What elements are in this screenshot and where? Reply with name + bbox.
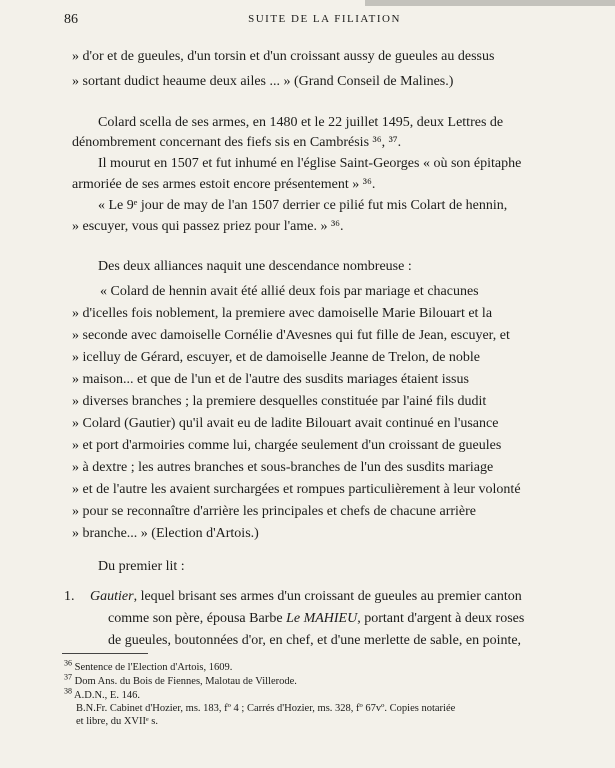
- footnote: [64, 672, 297, 688]
- quote2-line: » Colard (Gautier) qu'il avait eu de ladite Bilouart avait continué en l'usance: [72, 416, 499, 431]
- para-colard-line: Colard scella de ses armes, en 1480 et le 22 juillet 1495, deux Lettres de: [98, 115, 504, 130]
- list-item-number: 1.: [64, 589, 75, 604]
- quote2-line: » et port d'armoiries comme lui, chargée seulement d'un croissant de gueules: [72, 438, 502, 453]
- footnote: [64, 686, 140, 702]
- quote2-line: » à dextre ; les autres branches et sous-branches de l'un des susdits mariage: [72, 460, 494, 475]
- quote1-line: » sortant dudict heaume deux ailes ... » (Grand Conseil de Malines.): [72, 74, 454, 89]
- footnote-number: 36: [64, 658, 72, 668]
- para-alliances: Des deux alliances naquit une descendance nombreuse :: [98, 259, 412, 274]
- para-jour-line: « Le 9ᵉ jour de may de l'an 1507 derrier ce pilié fut mis Colart de hennin,: [98, 198, 508, 213]
- footnote-separator: [62, 653, 148, 654]
- quote2-line: » seconde avec damoiselle Cornélie d'Avesnes qui fut fille de Jean, escuyer, et: [72, 328, 510, 343]
- quote2-line: » pour se reconnaître d'arrière les principales et chefs de chacune arrière: [72, 504, 477, 519]
- quote1-line: » d'or et de gueules, d'un torsin et d'un croissant aussy de gueules au dessus: [72, 49, 495, 64]
- page-number: 86: [64, 12, 78, 27]
- list-item-line: [108, 610, 524, 627]
- footnote-continuation: et libre, du XVIIᵉ s.: [76, 716, 159, 727]
- item-text: comme son père, épousa Barbe: [108, 611, 287, 626]
- para-jour-line: » escuyer, vous qui passez priez pour l'ame. » ³⁶.: [72, 219, 344, 234]
- section-premier-lit: Du premier lit :: [98, 559, 185, 574]
- person-name-mahieu: Le MAHIEU: [286, 611, 358, 626]
- quote2-line: » icelluy de Gérard, escuyer, et de damoiselle Jeanne de Trelon, de noble: [72, 350, 481, 365]
- footnote-number: 38: [64, 686, 72, 696]
- para-mourut-line: Il mourut en 1507 et fut inhumé en l'église Saint-Georges « où son épitaphe: [98, 156, 522, 171]
- footnote: [64, 658, 233, 674]
- footnote-text: Sentence de l'Election d'Artois, 1609.: [74, 662, 233, 673]
- footnote-text: A.D.N., E. 146.: [74, 690, 140, 701]
- quote2-line: » diverses branches ; la premiere desquelles constituée par l'ainé fils dudit: [72, 394, 487, 409]
- list-item-line: [90, 588, 522, 605]
- quote2-line: » d'icelles fois noblement, la premiere avec damoiselle Marie Bilouart et la: [72, 306, 493, 321]
- list-item-line: de gueules, boutonnées d'or, en chef, et d'une merlette de sable, en pointe,: [108, 633, 522, 648]
- footnote-text: Dom Ans. du Bois de Fiennes, Malotau de Villerode.: [74, 676, 297, 687]
- page-header: [64, 12, 585, 30]
- para-colard-line: dénombrement concernant des fiefs sis en Cambrésis ³⁶, ³⁷.: [72, 135, 402, 150]
- item-text: , portant d'argent à deux roses: [357, 611, 525, 626]
- quote2-line: » maison... et que de l'un et de l'autre des susdits mariages étaient issus: [72, 372, 469, 387]
- footnote-continuation: B.N.Fr. Cabinet d'Hozier, ms. 183, fº 4 ; Carrés d'Hozier, ms. 328, fº 67vº. Copies notariée: [76, 703, 456, 714]
- person-name-gautier: Gautier: [90, 589, 134, 604]
- running-title: SUITE DE LA FILIATION: [248, 13, 401, 25]
- quote2-line: » et de l'autre les avaient surchargées et rompues particulièrement à leur volonté: [72, 482, 521, 497]
- quote2-line: » branche... » (Election d'Artois.): [72, 526, 259, 541]
- quote2-line: « Colard de hennin avait été allié deux fois par mariage et chacunes: [100, 284, 479, 299]
- para-mourut-line: armoriée de ses armes estoit encore présentement » ³⁶.: [72, 177, 376, 192]
- scan-edge-shadow: [365, 0, 615, 6]
- footnote-number: 37: [64, 672, 72, 682]
- item-text: , lequel brisant ses armes d'un croissant de gueules au premier canton: [133, 589, 522, 604]
